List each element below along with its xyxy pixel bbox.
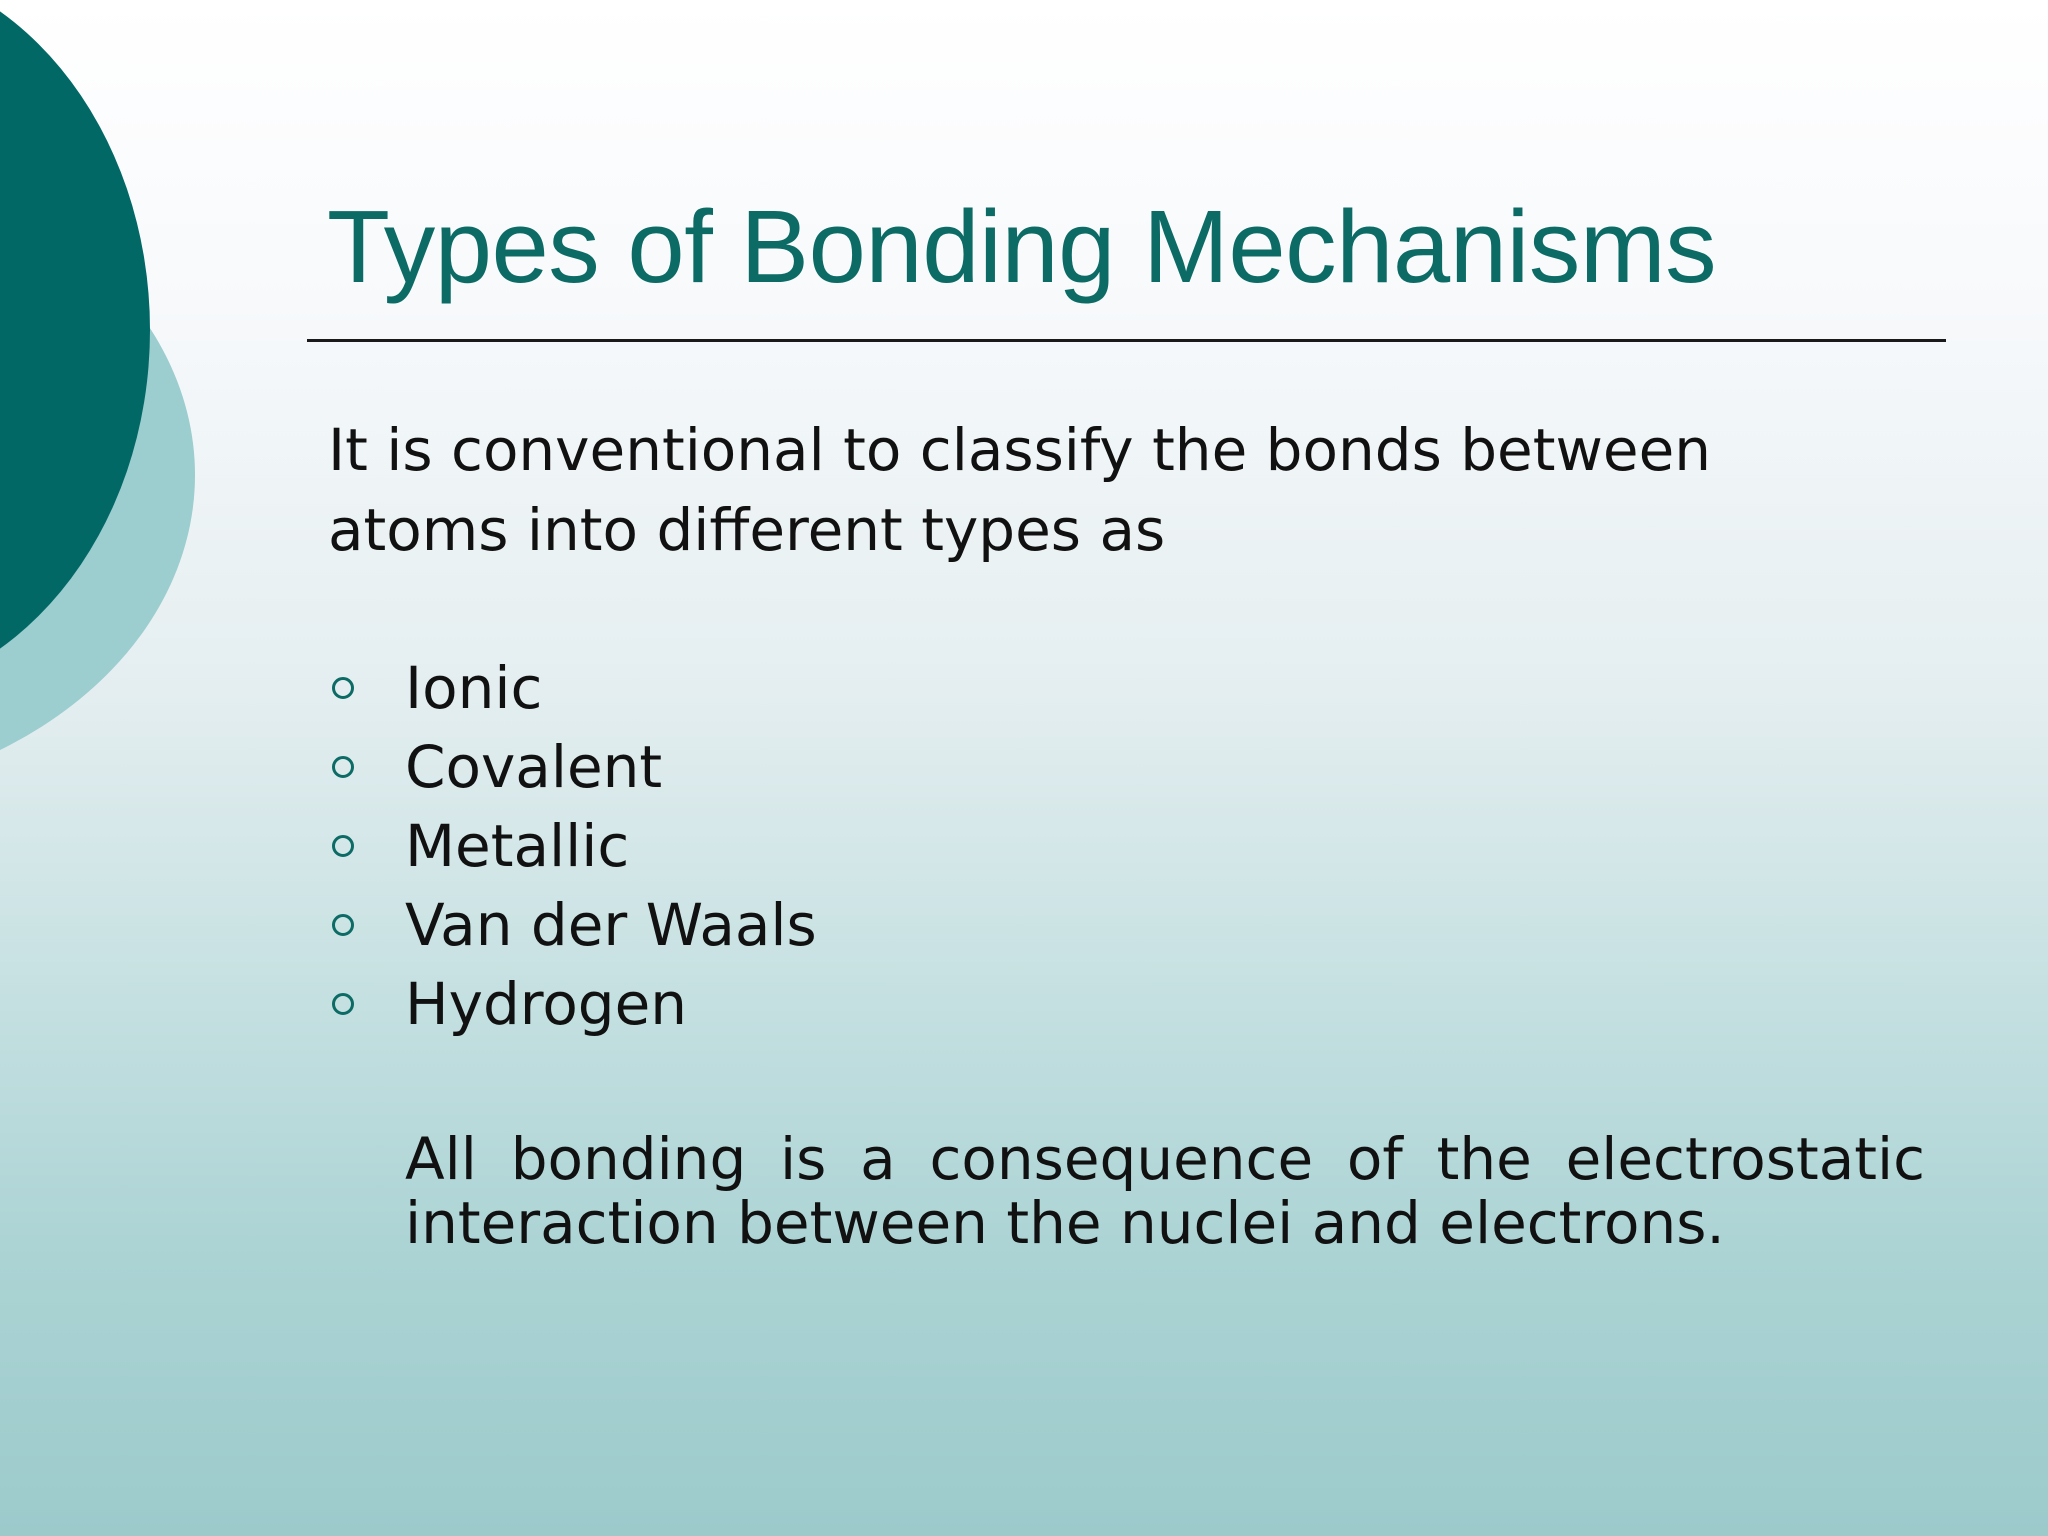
list-item: [328, 964, 817, 1043]
list-item: [328, 806, 817, 885]
intro-text: It is conventional to classify the bonds between atoms into different types as: [328, 416, 1712, 564]
hollow-circle-bullet-icon: [332, 835, 354, 857]
hollow-circle-bullet-icon: [332, 914, 354, 936]
list-item-label: Covalent: [405, 732, 663, 801]
hollow-circle-bullet-icon: [332, 677, 354, 699]
list-item-label: Van der Waals: [405, 890, 817, 959]
list-item-label: Ionic: [405, 653, 543, 722]
bonding-types-list: [328, 648, 817, 1043]
list-item-label: Metallic: [405, 811, 630, 880]
list-item-label: Hydrogen: [405, 969, 688, 1038]
conclusion-text: All bonding is a consequence of the electrostatic interaction between the nuclei and electrons.: [405, 1125, 1925, 1257]
hollow-circle-bullet-icon: [332, 756, 354, 778]
list-item: [328, 648, 817, 727]
list-item: [328, 885, 817, 964]
title-divider: [307, 339, 1946, 342]
list-item: [328, 727, 817, 806]
slide-title: Types of Bonding Mechanisms: [327, 189, 1717, 304]
hollow-circle-bullet-icon: [332, 993, 354, 1015]
